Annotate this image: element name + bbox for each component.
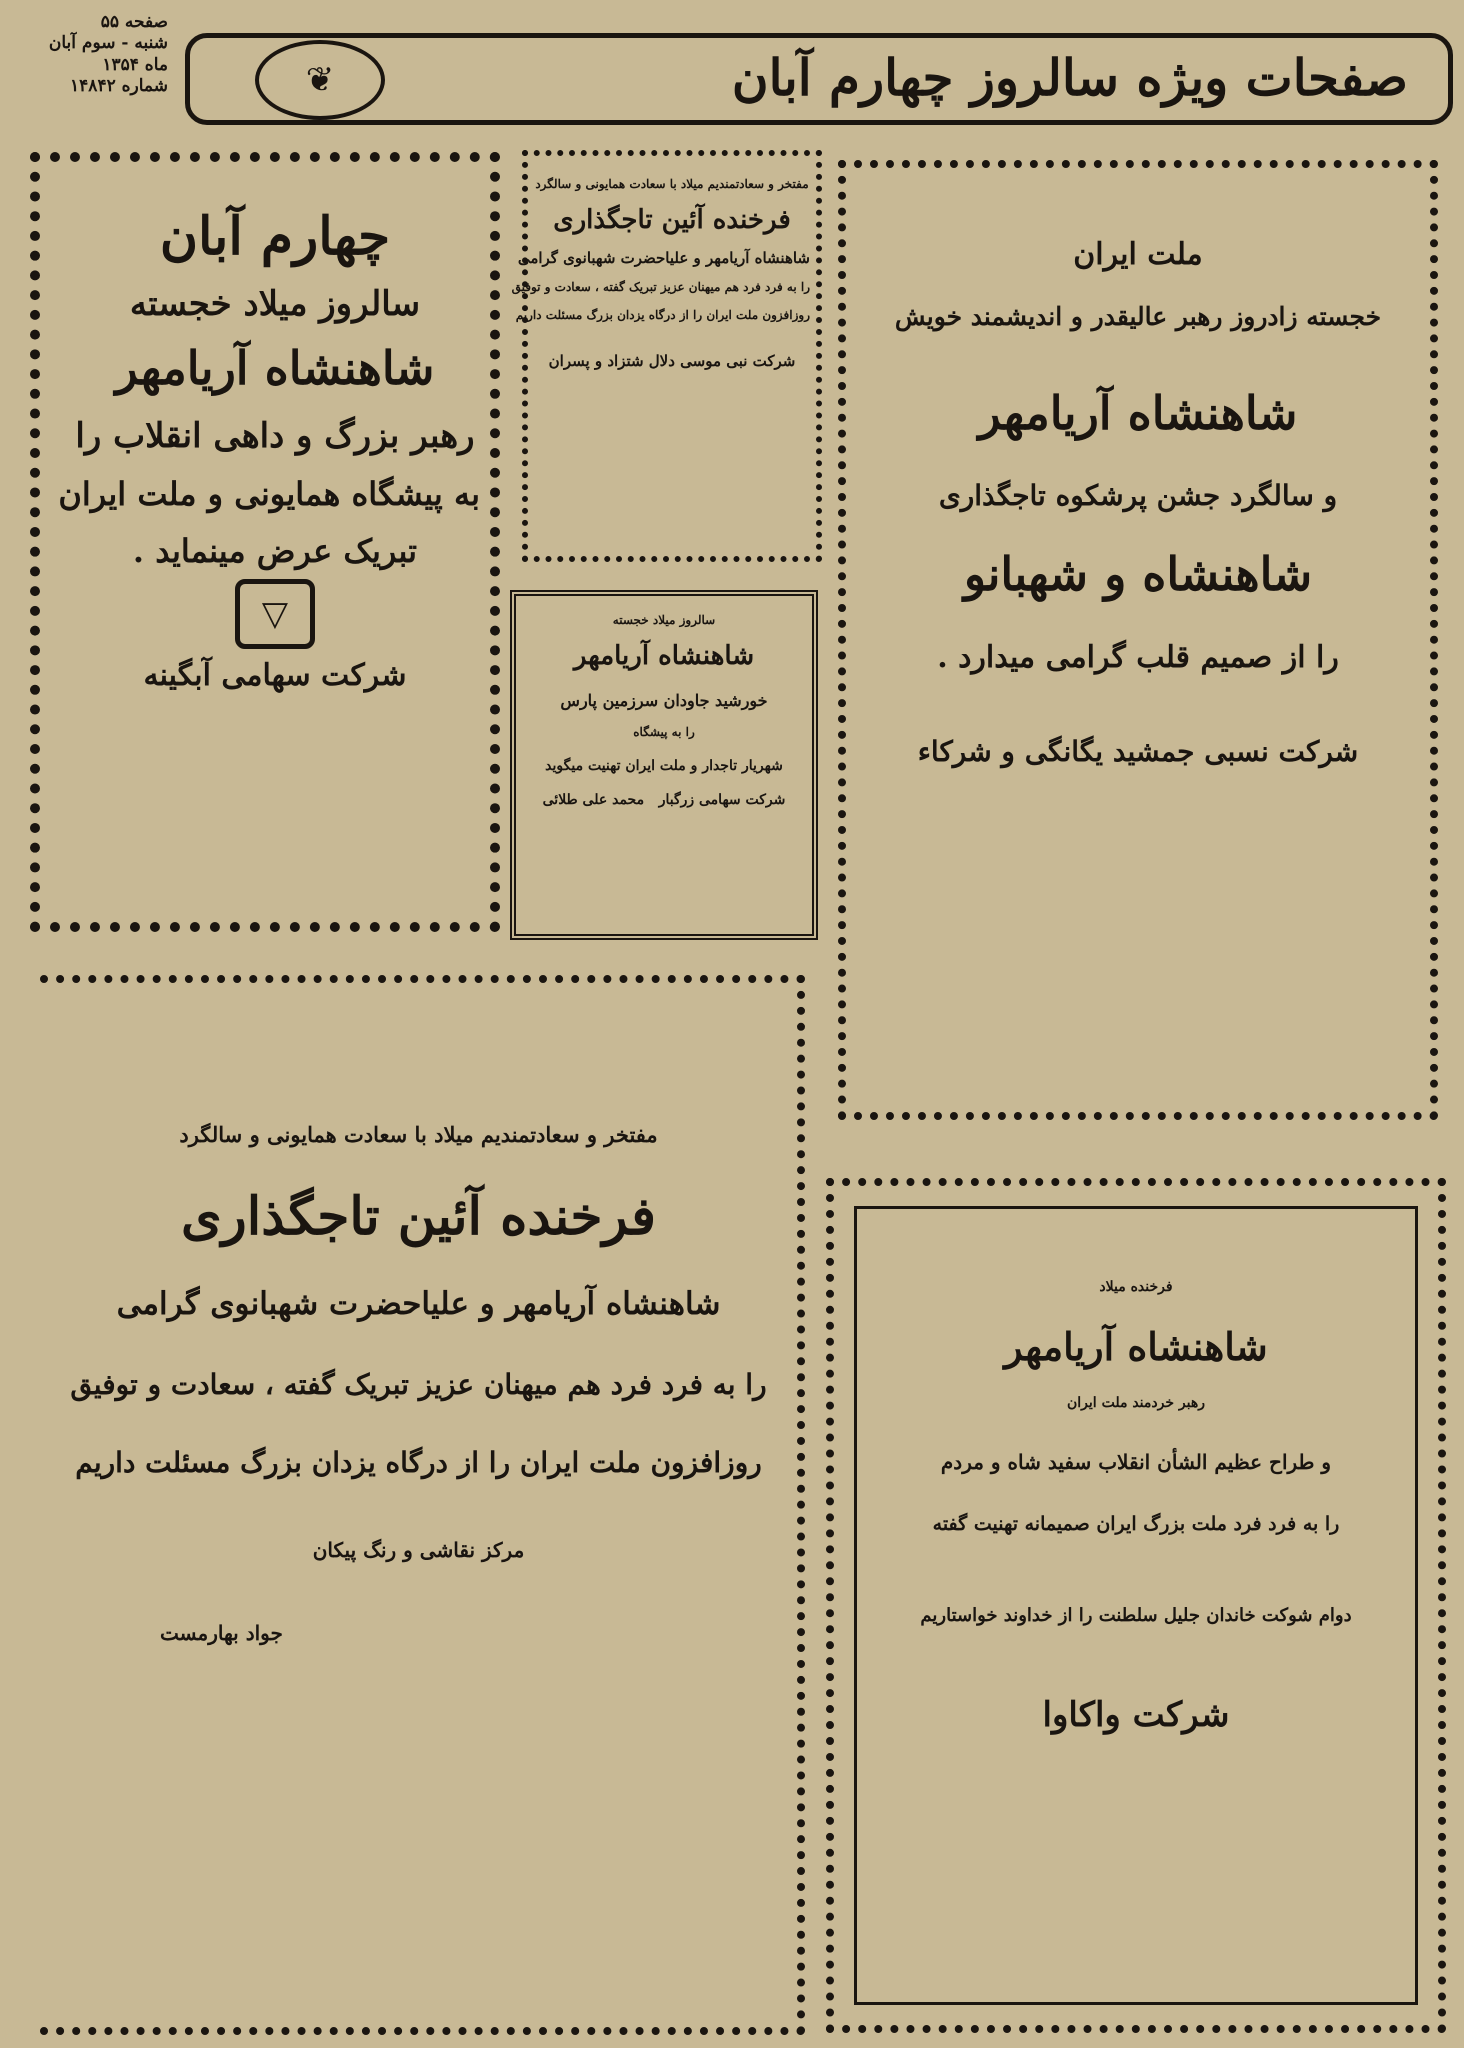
ad-abgineh [30,152,500,932]
issue-date-day: شنبه - سوم آبان [48,33,168,54]
ad-zargebar-person: محمد علی طلائی [542,791,645,808]
page-meta [18,12,168,97]
newspaper-emblem-icon: ❦ [255,40,385,120]
issue-date-year: ماه ۱۳۵۴ [102,54,168,75]
ad-peykan-headline: فرخنده آئین تاجگذاری [180,1186,657,1248]
ad-peykan-text: مفتخر و سعادتمندیم میلاد با سعادت همایونی و سالگرد [179,1122,658,1147]
ad-peykan [40,975,805,2035]
ad-nabi-text: مفتخر و سعادتمندیم میلاد با سعادت همایونی و سالگرد [535,177,809,191]
ad-zargebar-text: سالروز میلاد خجسته [612,613,716,627]
ad-zargebar [510,590,818,940]
section-title: صفحات ویژه سالروز چهارم آبان [731,48,1408,107]
ad-nabi-company: شرکت نبی موسی دلال شتزاد و پسران [548,351,796,370]
ad-zargebar-company: شرکت سهامی زرگبار [658,791,786,808]
ad-peykan-person: جواد بهارمست [160,1620,283,1645]
ad-yeganegi-company: شرکت نسبی جمشید یگانگی و شرکاء [917,734,1359,768]
ad-nabi-text: شاهنشاه آریامهر و علیاحضرت شهبانوی گرامی [517,248,810,267]
ad-vacuva-text: و طراح عظیم الشأن انقلاب سفید شاه و مردم [940,1449,1332,1474]
ad-zargebar-text: شهریار تاجدار و ملت ایران تهنیت میگوید [545,757,783,774]
ad-vacuva-inner-frame [854,1206,1418,2005]
ad-yeganegi-text: ملت ایران [1073,237,1203,272]
ad-zargebar-text: را به پیشگاه [633,725,695,740]
page-number: صفحه ۵۵ [100,12,168,32]
ad-peykan-text: روزافزون ملت ایران را از درگاه یزدان بزرگ مسئلت داریم [75,1445,762,1479]
issue-number: شماره ۱۴۸۴۲ [70,75,168,96]
ad-vacuva-text: دوام شوکت خاندان جلیل سلطنت را از خداوند خواستاریم [920,1604,1352,1626]
ad-peykan-company: مرکز نقاشی و رنگ پیکان [312,1537,525,1562]
ad-abgineh-text: تبریک عرض مینماید . [132,531,418,570]
ad-vacuva-text: را به فرد فرد ملت بزرگ ایران صمیمانه تهنیت گفته [932,1512,1340,1535]
ad-peykan-text: شاهنشاه آریامهر و علیاحضرت شهبانوی گرامی [116,1285,721,1322]
ad-yeganegi [838,160,1438,1120]
ad-abgineh-text: به پیشگاه همایونی و ملت ایران [58,474,480,513]
ad-peykan-text: را به فرد فرد هم میهنان عزیز تبریک گفته ، سعادت و توفیق [70,1367,767,1401]
ad-yeganegi-headline: شاهنشاه آریامهر [978,386,1298,441]
ad-abgineh-text: رهبر بزرگ و داهی انقلاب را [75,415,475,456]
ad-yeganegi-body [846,168,1430,768]
ad-peykan-body [40,983,797,1645]
ad-zargebar-headline: شاهنشاه آریامهر [573,640,755,671]
ad-abgineh-headline: چهارم آبان [159,206,391,267]
ad-yeganegi-text: را از صمیم قلب گرامی میدارد . [937,640,1339,676]
ad-nabi-text: را به فرد فرد هم میهنان عزیز تبریک گفته ، سعادت و توفیق [511,279,810,294]
ad-vacuva-text: رهبر خردمند ملت ایران [1067,1394,1205,1411]
ad-abgineh-text: شاهنشاه آریامهر [115,340,435,395]
ad-vacuva-body [857,1209,1415,1736]
ad-yeganegi-text: خجسته زادروز رهبر عالیقدر و اندیشمند خویش [894,301,1382,331]
ad-vacuva-text: فرخنده میلاد [1099,1279,1173,1295]
ad-nabi-text: روزافزون ملت ایران را از درگاه یزدان بزرگ مسئلت داریم [515,307,810,322]
ad-zargebar-signature [526,792,802,808]
ad-nabi-headline: فرخنده آئین تاجگذاری [553,204,791,235]
abgineh-logo-icon: ▽ [235,579,315,649]
ad-yeganegi-text: و سالگرد جشن پرشکوه تاجگذاری [938,479,1338,513]
ad-abgineh-company: شرکت سهامی آبگینه [143,658,407,694]
ad-zargebar-body [516,596,812,826]
ad-vacuva [826,1178,1446,2033]
ad-yeganegi-headline: شاهنشاه و شهبانو [963,547,1313,602]
ad-zargebar-text: خورشید جاودان سرزمین پارس [560,690,768,710]
ad-abgineh-body [58,206,480,897]
ad-nabi-mousa [511,150,822,562]
ad-nabi-body [511,156,816,392]
ad-abgineh-text: سالروز میلاد خجسته [129,283,421,324]
ad-vacuva-headline: شاهنشاه آریامهر [1004,1324,1268,1370]
ad-vacuva-company: شرکت واکاوا [1042,1695,1230,1736]
